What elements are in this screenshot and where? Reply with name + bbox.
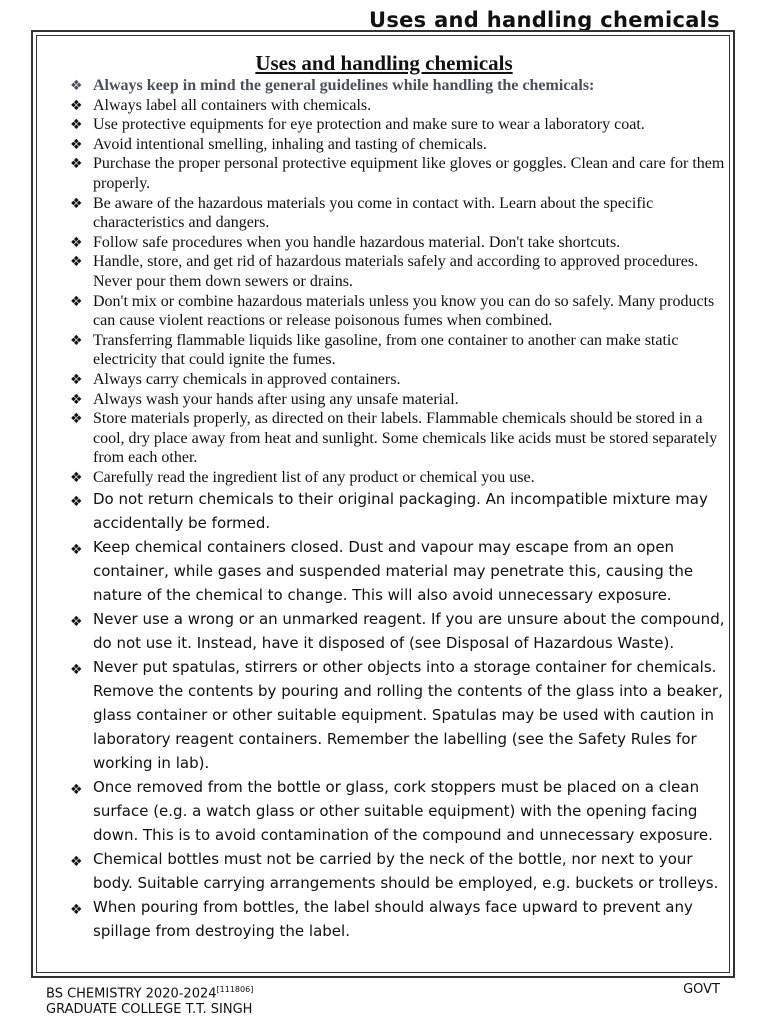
- diamond-bullet-icon: ❖: [70, 614, 83, 631]
- guideline-list: [70, 76, 730, 943]
- list-item: [70, 895, 730, 943]
- guideline-lead-text: Always keep in mind the general guidelines while handling the chemicals:: [93, 77, 595, 94]
- diamond-bullet-icon: ❖: [70, 293, 83, 310]
- list-item: [70, 96, 730, 116]
- list-item-text: Avoid intentional smelling, inhaling and tasting of chemicals.: [93, 135, 487, 153]
- list-item-text: Always label all containers with chemicals.: [93, 96, 372, 114]
- list-item-text: Be aware of the hazardous materials you come in contact with. Learn about the specific characteristics and dangers.: [93, 194, 654, 232]
- document-title: Uses and handling chemicals: [255, 51, 513, 75]
- diamond-bullet-icon: ❖: [70, 494, 83, 511]
- list-item: [70, 775, 730, 847]
- diamond-bullet-icon: ❖: [70, 902, 83, 919]
- list-item-text: Store materials properly, as directed on their labels. Flammable chemicals should be stored in a cool, dry place away from heat and sunlight. Some chemicals like acids must be stored separately from each other.: [93, 410, 718, 467]
- list-item-text: Always carry chemicals in approved containers.: [93, 370, 401, 388]
- diamond-bullet-icon: ❖: [70, 371, 83, 388]
- diamond-bullet-icon: ❖: [70, 391, 83, 408]
- diamond-bullet-icon: ❖: [70, 782, 83, 799]
- diamond-bullet-icon: ❖: [70, 117, 83, 134]
- footer-course-line: [46, 982, 720, 1002]
- footer-course-text: BS CHEMISTRY 2020-2024: [46, 986, 217, 1002]
- list-item-text: Handle, store, and get rid of hazardous materials safely and according to approved procedures. Never pour them down sewers or drains.: [93, 253, 699, 290]
- list-item: [70, 655, 730, 775]
- footer-college-line: GRADUATE COLLEGE T.T. SINGH: [46, 1002, 253, 1018]
- diamond-bullet-icon: ❖: [70, 542, 83, 559]
- list-item: [70, 535, 730, 607]
- list-item: [70, 252, 730, 291]
- diamond-bullet-icon: ❖: [70, 97, 83, 114]
- footer-roll-number: [111806]: [216, 985, 254, 994]
- list-item: [70, 115, 730, 135]
- list-item-text: Always wash your hands after using any unsafe material.: [93, 390, 459, 408]
- list-item: [70, 390, 730, 410]
- list-item: [70, 607, 730, 655]
- footer-govt-label: GOVT: [683, 982, 720, 997]
- list-item-text: When pouring from bottles, the label should always face upward to prevent any spillage from destroying the label.: [93, 898, 693, 941]
- list-item: [70, 847, 730, 895]
- diamond-bullet-icon: ❖: [70, 662, 83, 679]
- diamond-bullet-icon: ❖: [70, 136, 83, 153]
- list-item: [70, 468, 730, 488]
- list-item: [70, 194, 730, 233]
- list-item: [70, 409, 730, 468]
- diamond-bullet-icon: ❖: [70, 332, 83, 349]
- list-item-text: Never put spatulas, stirrers or other objects into a storage container for chemicals. Remove the contents by pouring and rolling the contents of the glass into a beaker, glass container or other suitable equipment. Spatulas may be used with caution in laboratory reagent containers. Remember the labelling (see the Safety Rules for working in lab).: [93, 658, 723, 773]
- list-item: [70, 370, 730, 390]
- diamond-bullet-icon: ❖: [70, 78, 83, 94]
- diamond-bullet-icon: ❖: [70, 156, 83, 173]
- list-item-text: Purchase the proper personal protective equipment like gloves or goggles. Clean and care for them properly.: [93, 155, 725, 192]
- list-item: [70, 292, 730, 331]
- list-item-text: Carefully read the ingredient list of any product or chemical you use.: [93, 468, 535, 486]
- list-item-text: Follow safe procedures when you handle hazardous material. Don't take shortcuts.: [93, 233, 621, 251]
- list-item-text: Keep chemical containers closed. Dust and vapour may escape from an open container, while gases and suspended material may penetrate this, causing the nature of the chemical to change. This will also avoid unnecessary exposure.: [93, 538, 694, 605]
- list-item-text: Never use a wrong or an unmarked reagent. If you are unsure about the compound, do not use it. Instead, have it disposed of (see Disposal of Hazardous Waste).: [93, 610, 725, 653]
- list-item-text: Once removed from the bottle or glass, cork stoppers must be placed on a clean surface (e.g. a watch glass or other suitable equipment) with the opening facing down. This is to avoid contamination of the compound and unnecessary exposure.: [93, 778, 713, 845]
- guideline-lead: [70, 76, 730, 96]
- diamond-bullet-icon: ❖: [70, 854, 83, 871]
- list-item: [70, 487, 730, 535]
- list-item: [70, 135, 730, 155]
- diamond-bullet-icon: ❖: [70, 234, 83, 251]
- list-item: [70, 331, 730, 370]
- page-footer: [46, 982, 720, 1018]
- diamond-bullet-icon: ❖: [70, 254, 83, 271]
- list-item-text: Transferring flammable liquids like gasoline, from one container to another can make static electricity that could ignite the fumes.: [93, 331, 679, 369]
- diamond-bullet-icon: ❖: [70, 195, 83, 212]
- list-item-text: Chemical bottles must not be carried by the neck of the bottle, nor next to your body. Suitable carrying arrangements should be employed, e.g. buckets or trolleys.: [93, 850, 719, 893]
- diamond-bullet-icon: ❖: [70, 469, 83, 486]
- list-item-text: Use protective equipments for eye protection and make sure to wear a laboratory coat.: [93, 116, 645, 134]
- page-header-title: Uses and handling chemicals: [368, 8, 720, 32]
- diamond-bullet-icon: ❖: [70, 411, 83, 428]
- list-item: [70, 154, 730, 193]
- list-item: [70, 233, 730, 253]
- list-item-text: Do not return chemicals to their original packaging. An incompatible mixture may accidentally be formed.: [93, 490, 708, 533]
- list-item-text: Don't mix or combine hazardous materials unless you know you can do so safely. Many products can cause violent reactions or release poisonous fumes when combined.: [93, 292, 715, 330]
